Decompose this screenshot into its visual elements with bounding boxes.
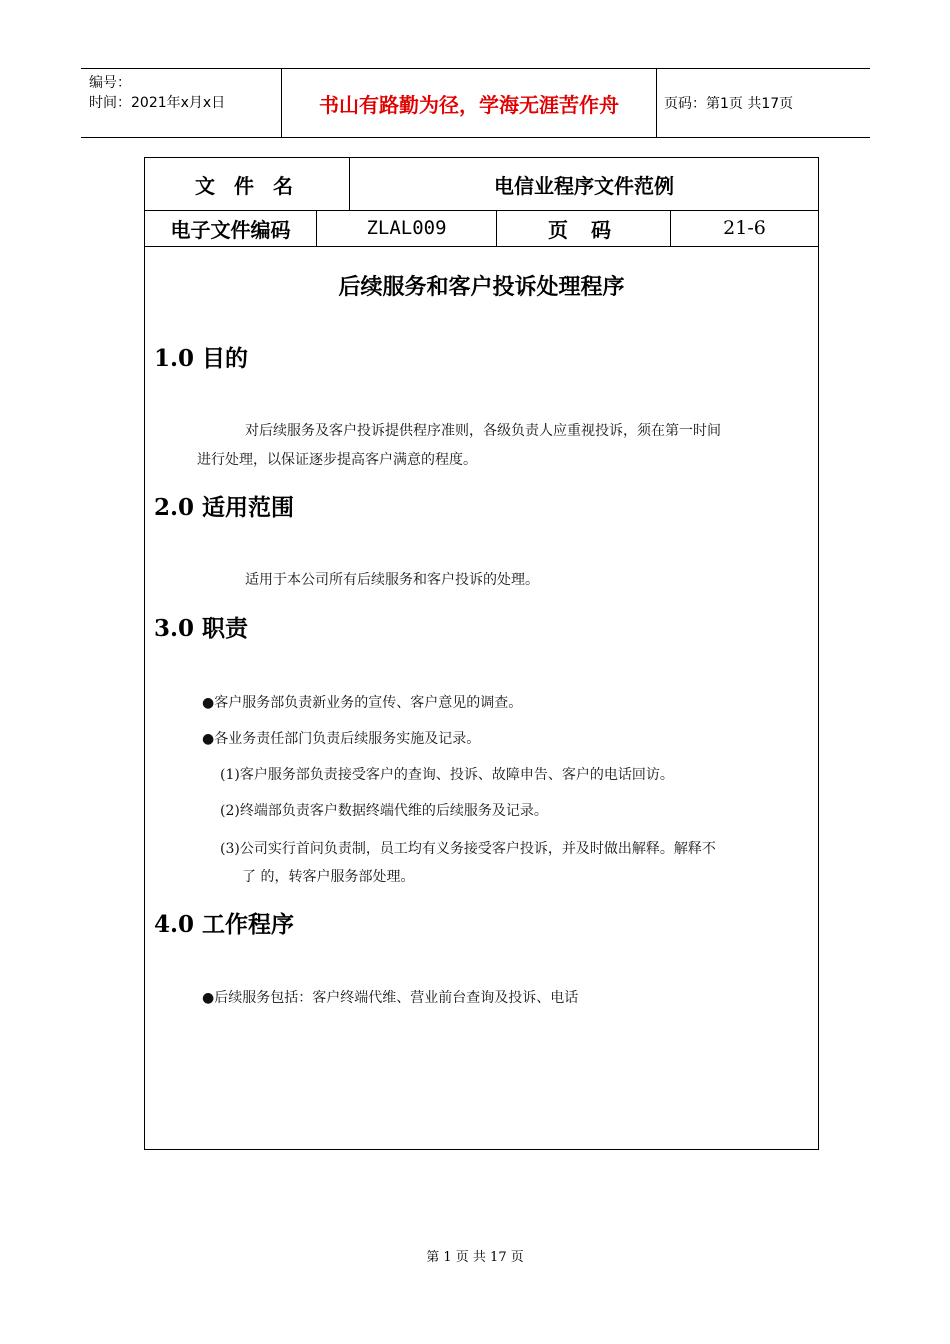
code-value: ZLAL009 [317, 210, 497, 246]
header-meta [89, 73, 225, 113]
code-label: 电子文件编码 [145, 210, 317, 246]
procedure-item-1: ●后续服务包括：客户终端代维、营业前台查询及投诉、电话 [202, 990, 579, 1006]
header-motto: 书山有路勤为径，学海无涯苦作舟 [281, 69, 657, 137]
section-heading-purpose: 1.0 目的 [154, 345, 249, 372]
document-title: 后续服务和客户投诉处理程序 [338, 275, 625, 300]
header-time: 时间：2021年x月x日 [89, 95, 226, 111]
duty-item-2: ●各业务责任部门负责后续服务实施及记录。 [202, 731, 481, 747]
purpose-text-line-1: 对后续服务及客户投诉提供程序准则，各级负责人应重视投诉，须在第一时间 [245, 423, 721, 439]
filename-value: 电信业程序文件范例 [494, 173, 674, 198]
duty-item-1: ●客户服务部负责新业务的宣传、客户意见的调查。 [202, 695, 523, 711]
section-heading-procedure: 4.0 工作程序 [154, 911, 295, 938]
purpose-text-line-2: 进行处理，以保证逐步提高客户满意的程度。 [197, 452, 477, 468]
header-page-info: 页码：第1页 共17页 [664, 96, 794, 112]
duty-subitem-3-line-2: 了 的，转客户服务部处理。 [242, 869, 415, 885]
page-label: 页 码 [497, 210, 671, 246]
filename-label: 文 件 名 [145, 158, 350, 210]
header-number: 编号： [89, 75, 131, 91]
filename-row [145, 158, 818, 211]
code-row [145, 210, 818, 247]
duty-subitem-3-line-1: (3)公司实行首问负责制，员工均有义务接受客户投诉，并及时做出解释。解释不 [220, 841, 716, 857]
page-header [81, 68, 870, 138]
duty-subitem-1: (1)客户服务部负责接受客户的查询、投诉、故障申告、客户的电话回访。 [220, 767, 674, 783]
page-footer: 第 1 页 共 17 页 [426, 1250, 524, 1265]
section-heading-duty: 3.0 职责 [154, 615, 249, 642]
document-frame [144, 157, 819, 1150]
page-value: 21-6 [723, 217, 766, 239]
scope-text: 适用于本公司所有后续服务和客户投诉的处理。 [245, 572, 539, 588]
section-heading-scope: 2.0 适用范围 [154, 494, 295, 521]
duty-subitem-2: (2)终端部负责客户数据终端代维的后续服务及记录。 [220, 803, 548, 819]
